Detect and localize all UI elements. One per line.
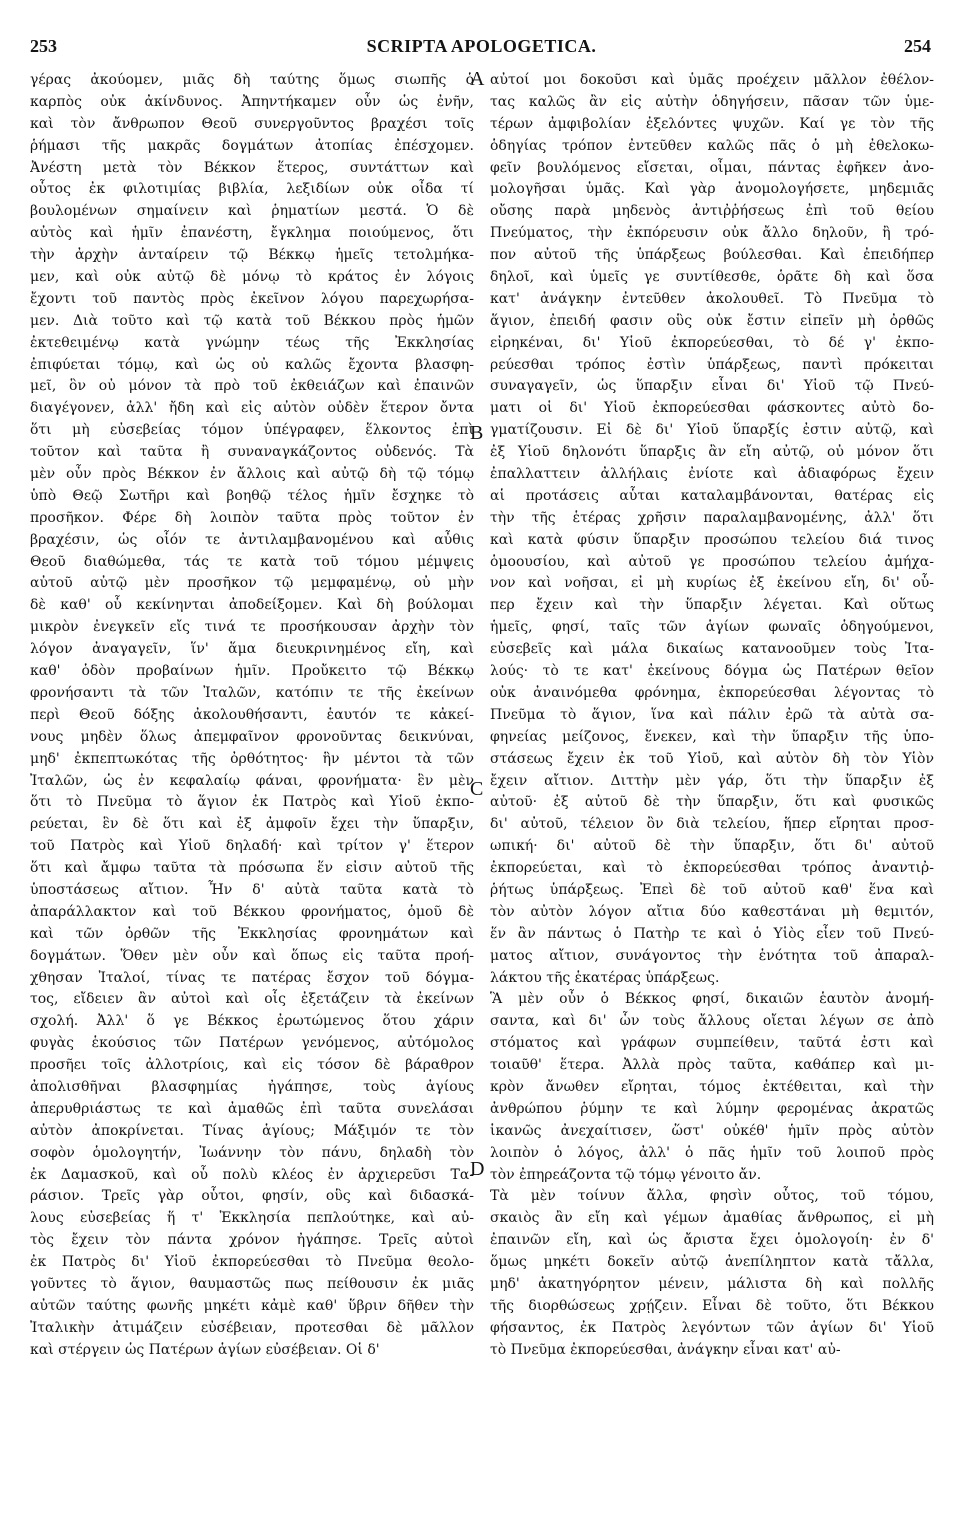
text-line: ἅγιον, ἐπειδή φασιν οὓς οὐκ ἔστιν εἰπεῖν μὴ ὀρθῶς xyxy=(490,312,934,329)
section-marker-a: A xyxy=(470,68,485,90)
text-line: ὁμοουσίου, καὶ αὐτοῦ γε προσώπου τελείου ἀμήχα- xyxy=(490,553,934,570)
text-line: μεῖ, ὃν οὐ μόνον τὰ πρὸ τοῦ ἐκθειάζων καὶ ἐπαινῶν xyxy=(30,378,474,395)
text-line: σοφὸν ὁμολογητήν, Ἰωάννην τὸν πάνυ, δηλαδὴ τὸν xyxy=(30,1144,474,1161)
text-line: γματίζουσιν. Εἰ δὲ δι' Υἱοῦ ὕπαρξίς ἐστιν αὐτῷ, καὶ xyxy=(490,422,934,439)
text-line: Ἰταλικὴν ἀτιμάζειν εὐσέβειαν, προτεσθαι δὲ μᾶλλον xyxy=(30,1319,474,1336)
text-line: ὑποστάσεως αἴτιον. Ἦν δ' αὐτὰ ταῦτα κατὰ τὸ xyxy=(30,881,474,898)
text-line: καρπὸς οὐκ ἀκίνδυνος. Ἀπηντήκαμεν οὖν ὡς ἐνῆν, xyxy=(30,93,474,110)
text-line: ἐκ Πατρὸς δι' Υἱοῦ ἐκπορεύεσθαι τὸ Πνεῦμα θεολο- xyxy=(30,1254,474,1271)
text-line: εἰρηκέναι, δι' Υἱοῦ ἐκπορεύεσθαι, τὸ δέ γ' ἐκπο- xyxy=(490,334,934,351)
text-line: ἱκανῶς ἀνεχαίτισεν, ὥστ' οὐκέθ' ἡμῖν πρὸς αὐτὸν xyxy=(490,1122,934,1139)
text-line: οὔσης παρὰ μηδενὸς ἀντιῤῥήσεως ἐπὶ τοῦ θείου xyxy=(490,203,934,220)
text-line: καὶ τὸν ἄνθρωπον Θεοῦ συνεργοῦντος βραχέσι τοῖς xyxy=(30,115,474,132)
text-line: αὐτῶν ταύτης φωνῆς μηκέτι κἀμὲ καθ' ὕβριν δῆθεν τὴν xyxy=(30,1297,474,1314)
text-line: αὐτὸν ἀποκρίνεται. Τίνας ἁγίους; Μάξιμόν τε τὸν xyxy=(30,1122,474,1139)
text-line: αὐτὸς καὶ ἡμῖν ἐπανέστη, ἔγκλημα ποιούμενος, ὅτι xyxy=(30,225,474,242)
text-line: τὸν αὐτὸν λόγον αἴτια δύο καθεστάναι μὴ θεμιτόν, xyxy=(490,903,934,920)
text-line: ῥήμασι τῆς μακρᾶς δογμάτων ἀτοπίας ἐπέσχομεν. xyxy=(30,137,474,154)
section-marker-c: C xyxy=(470,778,484,800)
text-line: σχολή. Ἀλλ' ὅ γε Βέκκος ἐρωτώμενος ὅτου χάριν xyxy=(30,1013,474,1030)
text-line: Πνεῦμα τὸ ἅγιον, ἵνα καὶ πάλιν ἐρῶ τὰ αὐτὰ σα- xyxy=(490,706,934,723)
section-marker-d: D xyxy=(470,1158,485,1180)
text-line: λοιπὸν ὁ λόγος, ἀλλ' ὁ πᾶς ἡμῖν τοῦ λοιποῦ πρὸς xyxy=(490,1144,934,1161)
text-line: στόματος καὶ γράφων συμπείθειν, ταῦτά ἐστι καὶ xyxy=(490,1035,934,1052)
text-line: ἀπαράλλακτον καὶ τοῦ Βέκκου φρονήματος, ὁμοῦ δὲ xyxy=(30,903,474,920)
text-line: ἐπαλλαττειν ἀλλήλαις ἐνίοτε καὶ ἀδιαφόρως ἔχειν xyxy=(490,466,934,483)
text-line: περ ἔχειν καὶ τὴν ὕπαρξιν λέγεται. Καὶ οὕτως xyxy=(490,597,934,614)
text-line: ὁδηγίας τρόπον ἐντεῦθεν καλῶς πᾶς ὁ μὴ ἐθελοκω- xyxy=(490,137,934,154)
text-line: τοιαῦθ' ἕτερα. Ἀλλὰ πρὸς ταῦτα, καθάπερ καὶ μι- xyxy=(490,1057,934,1074)
text-line: Ἰταλῶν, ὡς ἐν κεφαλαίῳ φάναι, φρονήματα· ἓν μὲν xyxy=(30,772,474,789)
text-line: ρεύεσθαι τρόπος ἐστὶν ὑπάρξεως, παντὶ πρόκειται xyxy=(490,356,934,373)
text-line: λόγον ἀναγαγεῖν, ἵν' ἅμα διευκρινημένος εἴη, καὶ xyxy=(30,641,474,658)
text-line: τὸν ἐπηρεάζοντα τῷ τόμῳ γένοιτο ἄν. xyxy=(490,1166,762,1183)
page-number-right: 254 xyxy=(904,36,931,56)
text-line: ῥήτως ὑπάρξεως. Ἐπεὶ δὲ τοῦ αὐτοῦ καθ' ἕνα καὶ xyxy=(490,881,934,898)
text-line: ὑπὸ Θεῷ Σωτῆρι καὶ βοηθῷ τέλος ἡμῖν ἔσχηκε τὸ xyxy=(30,487,474,504)
text-line: μεν, καὶ οὐκ αὐτῷ δὲ μόνῳ τὸ κράτος ἐν λόγοις xyxy=(30,269,474,286)
text-line: Ἀνέστη μετὰ τὸν Βέκκον ἕτερος, συντάττων καὶ xyxy=(30,159,474,176)
text-line: κρὸν ἄνωθεν εἴρηται, τόμος ἐκτέθειται, καὶ τὴν xyxy=(490,1078,934,1095)
text-line: οὐκ ἀναινόμεθα φρόνημα, ἐκπορεύεσθαι λέγοντας τὸ xyxy=(490,684,934,701)
text-line: τοῦτον καὶ ταῦτα ἢ συναναγκάζοντος οὐδενός. Τὰ xyxy=(30,444,474,461)
text-line: αὐτοῦ· ἐξ αὐτοῦ δὲ τὴν ὕπαρξιν, ὅτι καὶ φυσικῶς xyxy=(490,794,934,811)
text-line: ὅμως μηκέτι δοκεῖν αὐτῷ ἀνεπίληπτον κατὰ τἄλλα, xyxy=(490,1254,934,1271)
text-line: δογμάτων. Ὅθεν μὲν οὖν καὶ ὅπως εἰς ταῦτα προή- xyxy=(30,947,474,964)
text-line: λους εὐσεβείας ἥ τ' Ἐκκλησία πεπλούτηκε, καὶ αὐ- xyxy=(30,1210,474,1227)
text-line: τας καλῶς ἂν εἰς αὐτὴν ὁδηγήσειν, πᾶσαν τῶν ὑμε- xyxy=(490,93,934,110)
text-line: μηδ' ἀκατηγόρητον μένειν, μάλιστα δὴ καὶ πολλῆς xyxy=(490,1275,934,1292)
text-line: συναγαγεῖν, ὡς ὕπαρξιν εἶναι δι' Υἱοῦ τῷ Πνεύ- xyxy=(490,378,934,395)
text-line: ἡμεῖς, φησί, ταῖς τῶν ἁγίων φωναῖς ὁδηγούμενοι, xyxy=(490,619,934,636)
text-line: φηνείας μείζονος, ἕνεκεν, καὶ τὴν ὕπαρξιν τῆς ὑπο- xyxy=(490,728,934,745)
text-line: ἔχοντι τοῦ παντὸς πρὸς ἐκεῖνον λόγου παρεχωρήσα- xyxy=(30,290,474,307)
text-line: χθησαν Ἰταλοί, τίνας τε πατέρας ἔσχον τοῦ δόγμα- xyxy=(30,969,474,986)
text-line: τὸς ἔχειν τὸν πάντα χρόνον ἠγάπησε. Τρεῖς αὐτοὶ xyxy=(30,1232,474,1249)
text-line: ράσιον. Τρεῖς γὰρ οὗτοι, φησίν, οὓς καὶ διδασκά- xyxy=(30,1188,474,1205)
page-number-left: 253 xyxy=(30,36,57,56)
text-line: ἐξ Υἱοῦ δηλονότι ὕπαρξις ἂν εἴη αὐτῷ, οὐ μόνον ὅτι xyxy=(490,444,934,461)
text-line: δὲ καθ' οὗ κεκίνηνται ἀποδείξομεν. Καὶ δὴ βούλομαι xyxy=(30,597,474,614)
text-line: ἐκτεθειμένῳ κατὰ γνώμην τέως τῆς Ἐκκλησίας xyxy=(30,334,474,351)
text-line: βραχέσιν, ὡς οἷόν τε ἀντιλαμβανομένου καὶ αὖθις xyxy=(30,531,474,548)
text-line: τος, εἴδειεν ἂν αὐτοὶ καὶ οἷς ἐξετάζειν τὰ ἐκείνων xyxy=(30,991,474,1008)
text-line: ωπική· δι' αὐτοῦ δὲ τὴν ὕπαρξιν, ὅτι δι' αὐτοῦ xyxy=(490,838,934,855)
text-line: μεν. Διὰ τοῦτο καὶ τῷ κατὰ τοῦ Βέκκου πρὸς ἡμῶν xyxy=(30,312,474,329)
text-line: Ἃ μὲν οὖν ὁ Βέκκος φησί, δικαιῶν ἑαυτὸν ἀνομή- xyxy=(490,991,934,1008)
text-line: αὐτοί μοι δοκοῦσι καὶ ὑμᾶς προέχειν μᾶλλον ἐθέλον- xyxy=(490,72,934,88)
text-line: δηλοῖ, καὶ ὑμεῖς γε συντίθεσθε, ὁρᾶτε δὴ καὶ ὅσα xyxy=(490,269,934,286)
text-line: βουλομένων σημαίνειν καὶ ῥηματίων μεστά. Ὁ δὲ xyxy=(30,203,474,220)
text-line: φεῖν βουλόμενος εἴσεται, οἶμαι, πάντας ἐφῆκεν ἀνο- xyxy=(490,159,934,176)
text-line: καὶ κατὰ φύσιν ὕπαρξιν προσώπου τελείου διά τινος xyxy=(490,531,934,548)
text-line: λάκτου τῆς ἑκατέρας ὑπάρξεως. xyxy=(490,969,720,986)
text-line: περὶ Θεοῦ δόξης ἀκολουθήσαντι, ἑαυτόν τε κἀκεί- xyxy=(30,706,474,723)
text-line: μηδ' ἐκπεπτωκότας τῆς ὀρθότητος· ἣν μέντοι τὰ τῶν xyxy=(30,750,474,767)
text-line: ὅτι μὴ εὐσεβείας τόμον ὑπέγραφεν, ἕλκοντος ἐπὶ xyxy=(30,422,474,439)
text-line: γοῦντες τὸ ἅγιον, θαυμαστῶς πως πείθουσιν ἐκ μιᾶς xyxy=(30,1275,474,1292)
section-marker-b: B xyxy=(470,422,484,444)
text-line: σαντα, καὶ δι' ὧν τοὺς ἄλλους οἴεται λέγων σε ἀπὸ xyxy=(490,1013,934,1030)
right-column xyxy=(490,70,934,1362)
text-line: τοῦ Πατρὸς καὶ Υἱοῦ δηλαδή· καὶ τρίτον γ' ἕτερον xyxy=(30,838,474,855)
text-line: καὶ τῶν ὀρθῶν τῆς Ἐκκλησίας φρονημάτων καὶ xyxy=(30,925,474,942)
text-line: τέρων ἀμφιβολίαν ἐξελόντες ψυχῶν. Καί γε τὸν τῆς xyxy=(490,115,934,132)
running-title: SCRIPTA APOLOGETICA. xyxy=(366,36,597,56)
text-line: νους μηδὲν ὅλως ἀπεμφαῖνον φρονοῦντας δεικνύναι, xyxy=(30,728,474,745)
text-line: τὴν τῆς ἑτέρας χρῆσιν παραλαμβανομένης, ἀλλ' ὅτι xyxy=(490,509,934,526)
text-line: ἐκπορεύεται, καὶ τὸ ἐκπορεύεσθαι τρόπος ἀναντιῤ- xyxy=(490,860,934,877)
text-line: ρεύεται, ἓν δὲ ὅτι καὶ ἐξ ἀμφοῖν ἔχει τὴν ὕπαρξιν, xyxy=(30,816,474,833)
text-line: ἐκ Δαμασκοῦ, καὶ οὗ πολὺ κλέος ἐν ἀρχιερεῦσι Τα- xyxy=(30,1166,474,1183)
text-line: στάσεως ἔχειν ἐκ τοῦ Υἱοῦ, καὶ αὐτὸν δὴ τὸν Υἱὸν xyxy=(490,750,934,767)
text-line: τὴν ἀρχὴν ἀνταίρειν τῷ Βέκκῳ ἡμεῖς τετολμήκα- xyxy=(30,247,474,264)
text-line: φήσαντος, ἐκ Πατρὸς λεγόντων τῶν ἁγίων δι' Υἱοῦ xyxy=(490,1319,934,1336)
text-line: καὶ στέργειν ὡς Πατέρων ἁγίων εὐσέβειαν. Οἱ δ' xyxy=(30,1341,380,1358)
text-line: αἱ προτάσεις αὗται καταλαμβάνονται, θατέρας εἰς xyxy=(490,487,934,504)
text-line: ὅτι καὶ ἄμφω ταῦτα τὰ πρόσωπα ἕν εἰσιν αὐτοῦ τῆς xyxy=(30,860,474,877)
page-header xyxy=(30,36,933,60)
text-line: φυγὰς ἑκούσιος τῶν Πατέρων γενόμενος, αὐτόμολος xyxy=(30,1035,474,1052)
text-line: γέρας ἀκούομεν, μιᾶς δὴ ταύτης ὅμως σιωπῆς ὁ xyxy=(30,72,474,88)
text-line: ὅτι τὸ Πνεῦμα τὸ ἅγιον ἐκ Πατρὸς καὶ Υἱοῦ ἐκπο- xyxy=(30,794,474,811)
text-line: ἐπιφύεται τόμῳ, καὶ ὡς οὐ καλῶς ἔχοντα βλασφη- xyxy=(30,356,474,373)
text-line: τῆς διορθώσεως χρῄζειν. Εἶναι δὲ τοῦτο, ὅτι Βέκκου xyxy=(490,1297,934,1314)
text-line: μολογῆσαι ὑμᾶς. Καὶ γὰρ ἀνομολογήσετε, μηδεμιᾶς xyxy=(490,181,934,198)
text-line: μὲν οὖν πρὸς Βέκκον ἐν ἄλλοις καὶ αὐτῷ δὴ τῷ τόμῳ xyxy=(30,466,474,483)
text-line: μικρὸν ἐνεγκεῖν εἴς τινά τε προσήκουσαν ἀρχὴν τὸν xyxy=(30,619,474,636)
left-column xyxy=(30,70,474,1362)
text-line: κατ' ἀνάγκην ἐντεῦθεν ἀκολουθεῖ. Τὸ Πνεῦμα τὸ xyxy=(490,290,934,307)
text-line: Θεοῦ διαθώμεθα, τάς τε κατὰ τοῦ τόμου μέμψεις xyxy=(30,553,474,570)
text-line: πον αὐτοῦ τῆς ὑπάρξεως βούλεσθαι. Καὶ ἐπειδήπερ xyxy=(490,247,934,264)
text-line: ἐπαινῶν εἴη, καὶ ὡς ἄριστα ἔχει ὁμολογοίη· ἐν δ' xyxy=(490,1232,934,1249)
text-line: ἀπολισθῆναι βλασφημίας ἠγάπησε, τοὺς ἁγίους xyxy=(30,1078,474,1095)
text-line: εὐσεβεῖς καὶ μάλα δικαίως κατανοοῦμεν τοὺς Ἰτα- xyxy=(490,641,934,658)
text-line: ἀνθρώπου ῥύμην τε καὶ λύμην φερομένας ἀκρατῶς xyxy=(490,1100,934,1117)
text-line: προσῆκον. Φέρε δὴ λοιπὸν ταῦτα πρὸς τοῦτον ἐν xyxy=(30,509,474,526)
text-line: τὸ Πνεῦμα ἐκπορεύεσθαι, ἀνάγκην εἶναι κατ' αὐ- xyxy=(490,1341,841,1358)
text-line: νον καὶ νοῆσαι, εἰ μὴ κυρίως ἐξ ἐκείνου εἴη, δι' οὗ- xyxy=(490,575,934,592)
text-line: ἔχειν αἴτιον. Διττὴν μὲν γάρ, ὅτι τὴν ὕπαρξιν ἐξ xyxy=(490,772,934,789)
text-line: ἀπερυθριάστως τε καὶ ἀμαθῶς ἐπὶ ταῦτα συνελάσαι xyxy=(30,1100,474,1117)
text-line: Τὰ μὲν τοίνυν ἄλλα, φησὶν οὗτος, τοῦ τόμου, xyxy=(490,1188,934,1205)
text-line: προσῆει τοῖς ἀλλοτρίοις, καὶ εἰς τόσον δὲ βάραθρον xyxy=(30,1057,474,1074)
text-line: ματι οἱ δι' Υἱοῦ ἐκπορεύεσθαι φάσκοντες αὐτὸ δο- xyxy=(490,400,934,417)
text-line: Πνεύματος, τὴν ἐκπόρευσιν οὐκ ἄλλο δηλοῦν, ἢ τρό- xyxy=(490,225,934,242)
text-line: σκαιὸς ἂν εἴη καὶ γέμων ἀμαθίας ἄνθρωπος, εἰ μὴ xyxy=(490,1210,934,1227)
text-line: αὐτοῦ αὐτῷ μὲν προσῆκον τῷ μεμφαμένῳ, οὐ μὴν xyxy=(30,575,474,592)
text-line: διαγέγονεν, ἀλλ' ἤδη καὶ εἰς αὐτὸν οὐδὲν ἕτερον ὄντα xyxy=(30,400,474,417)
text-line: λούς· τὸ τε κατ' ἐκείνους δόγμα ὡς Πατέρων θεῖον xyxy=(490,663,934,680)
text-line: ματος αἴτιον, συνάγοντος τὴν ἑνότητα τοῦ ἀπαραλ- xyxy=(490,947,934,964)
text-line: δι' αὐτοῦ, τέλειον ὂν διὰ τελείου, ἥπερ εἴρηται προσ- xyxy=(490,816,934,833)
text-line: οὗτος ἐκ φιλοτιμίας βιβλία, λεξιδίων οὐκ οἶδα τί xyxy=(30,181,474,198)
text-line: ἕν ἂν πάντως ὁ Πατὴρ τε καὶ ὁ Υἱὸς εἶεν τοῦ Πνεύ- xyxy=(490,925,934,942)
text-line: καθ' ὁδὸν προβαίνων ἡμῖν. Προὔκειτο τῷ Βέκκῳ xyxy=(30,663,474,680)
text-line: φρονήσαντι τὰ τῶν Ἰταλῶν, κατόπιν τε τῆς ἐκείνων xyxy=(30,684,474,701)
